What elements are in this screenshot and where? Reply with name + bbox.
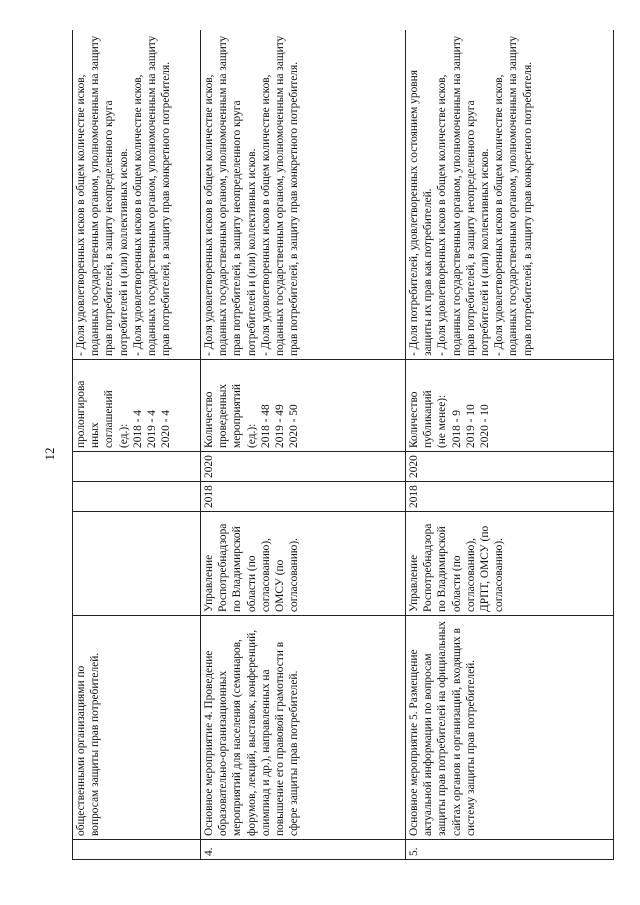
- indicator-line: 2018 - 4: [131, 410, 144, 448]
- executor-text: Управление Роспотребнадзора по Владимирской области (по согласованию), ДРПТ, ОМСУ (по согласованию).: [408, 523, 506, 612]
- indicator-cell: [73, 360, 201, 452]
- result-item: - Доля удовлетворенных исков в общем количестве исков, поданных государственным органом, уполномоченным на защиту прав потребителей, в защиту неопределенного круга потребителей и (или) коллективных исков.: [75, 35, 130, 356]
- row-number-cell: [201, 840, 406, 860]
- year-start-cell: [73, 482, 201, 512]
- indicator-cell: [406, 360, 614, 452]
- measures-table: [72, 30, 614, 860]
- indicator-line: мероприятий: [231, 384, 244, 448]
- table-row: [201, 30, 406, 860]
- indicator-lines: [407, 363, 492, 448]
- executor-cell: [73, 512, 201, 616]
- indicator-line: 2019 - 4: [146, 410, 159, 448]
- indicator-cell: [201, 360, 406, 452]
- result-cell: [73, 30, 201, 360]
- indicator-line: 2018 - 9: [450, 410, 463, 448]
- executor-text: Управление Роспотребнадзора по Владимирской области (по согласованию), ОМСУ (по согласованию).: [203, 523, 301, 612]
- indicator-lines: [202, 363, 301, 448]
- indicator-line: (не менее):: [436, 394, 449, 448]
- year-end: 2020: [203, 455, 215, 478]
- row-number: 5.: [408, 847, 420, 856]
- row-number: 4.: [203, 847, 215, 856]
- year-end-cell: [406, 452, 614, 482]
- indicator-line: 2020 - 4: [160, 410, 173, 448]
- row-number-cell: [406, 840, 614, 860]
- year-start: 2018: [203, 485, 215, 508]
- result-lines: [407, 33, 535, 356]
- indicator-lines: [74, 363, 173, 448]
- year-end: 2020: [408, 455, 420, 478]
- result-item: - Доля удовлетворенных исков в общем количестве исков, поданных государственным органом, уполномоченным на защиту прав потребителей, в защиту прав конкретного потребителя.: [259, 35, 301, 356]
- table-row: [406, 30, 614, 860]
- table-row: [73, 30, 201, 860]
- year-start-cell: [406, 482, 614, 512]
- indicator-line: проведенных: [217, 383, 230, 448]
- measure-name-cell: [73, 616, 201, 840]
- indicator-line: нных: [89, 422, 102, 448]
- measure-name: общественными организациями по вопросам защиты прав потребителей.: [75, 652, 102, 836]
- measure-name: Основное мероприятие 4. Проведение образовательно-организационных мероприятий для населения (семинаров, форумов, лекций, выставок, конференций, олимпиад и др.), направленных на повышение его правовой грамотности в сфере защиты прав потребителей.: [203, 629, 301, 836]
- result-cell: [201, 30, 406, 360]
- result-cell: [406, 30, 614, 360]
- row-number-cell: [73, 840, 201, 860]
- indicator-line: Количество: [408, 391, 420, 448]
- indicator-line: 2019 - 10: [464, 404, 477, 448]
- indicator-line: 2020 - 10: [479, 404, 492, 448]
- year-start-cell: [201, 482, 406, 512]
- indicator-line: (ед.):: [117, 423, 130, 448]
- result-lines: [202, 33, 301, 356]
- indicator-line: пролонгирова: [75, 380, 87, 448]
- executor-cell: [201, 512, 406, 616]
- result-item: - Доля удовлетворенных исков в общем количестве исков, поданных государственным органом, уполномоченным на защиту прав потребителей, в защиту неопределенного круга потребителей и (или) коллективных исков.: [436, 35, 492, 356]
- measure-name-cell: [406, 616, 614, 840]
- indicator-line: 2018 - 48: [259, 404, 272, 448]
- indicator-line: (ед.):: [245, 423, 258, 448]
- table-area: [72, 30, 615, 860]
- result-item: - Доля удовлетворенных исков в общем количестве исков, поданных государственным органом, уполномоченным на защиту прав потребителей, в защиту неопределенного круга потребителей и (или) коллективных исков.: [203, 35, 258, 356]
- result-item: - Доля удовлетворенных исков в общем количестве исков, поданных государственным органом, уполномоченным на защиту прав потребителей, в защиту прав конкретного потребителя.: [493, 35, 534, 356]
- indicator-line: публикаций: [422, 390, 435, 448]
- measure-name-cell: [201, 616, 406, 840]
- page-number: 12: [42, 447, 57, 461]
- indicator-line: 2019 - 49: [274, 404, 287, 448]
- indicator-line: 2020 - 50: [288, 404, 301, 448]
- rotated-table-frame: [72, 30, 615, 860]
- year-start: 2018: [408, 485, 420, 508]
- result-lines: [74, 33, 173, 356]
- year-end-cell: [201, 452, 406, 482]
- result-item: - Доля удовлетворенных исков в общем количестве исков, поданных государственным органом, уполномоченным на защиту прав потребителей, в защиту прав конкретного потребителя.: [131, 35, 173, 356]
- year-end-cell: [73, 452, 201, 482]
- result-item: - Доля потребителей, удовлетворенных состоянием уровня защиты их прав как потребителей.: [408, 70, 435, 356]
- executor-cell: [406, 512, 614, 616]
- indicator-line: Количество: [203, 391, 215, 448]
- measure-name: Основное мероприятие 5. Размещение актуальной информации по вопросам защиты прав потребителей на официальных сайтах органов и организаций, входящих в систему защиты прав потребителей.: [408, 621, 477, 836]
- indicator-line: соглашений: [103, 390, 116, 448]
